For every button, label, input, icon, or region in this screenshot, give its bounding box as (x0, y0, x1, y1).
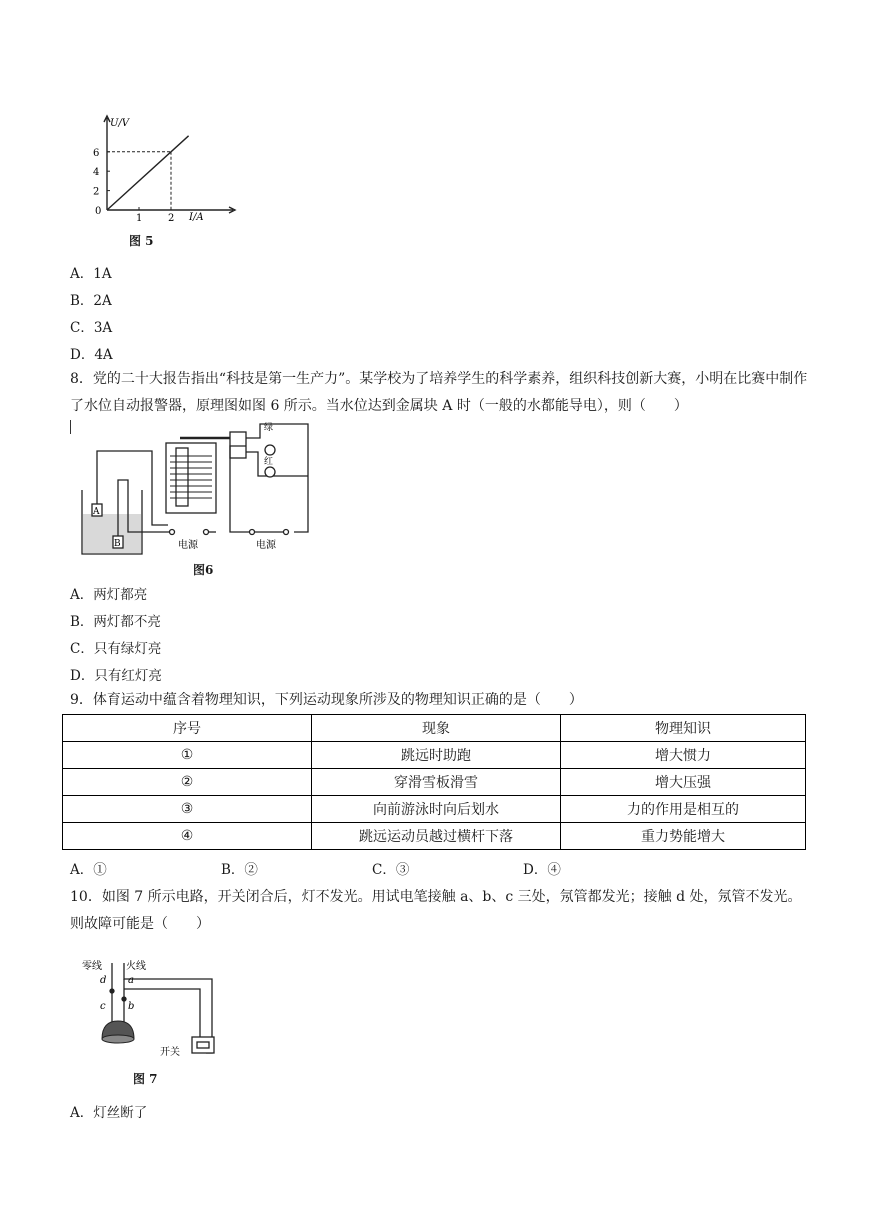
table-cell: ② (63, 769, 312, 796)
green-lamp-wire (246, 424, 308, 488)
power1-terminal-right (204, 530, 209, 535)
red-lamp-label: 红 (264, 457, 274, 467)
label-a: A (93, 507, 100, 517)
water (83, 514, 141, 553)
q7-option-a: A．1A (70, 266, 112, 282)
table-cell: 增大惯力 (561, 742, 806, 769)
power2-label: 电源 (256, 540, 276, 551)
q7-option-b: B．2A (70, 293, 112, 309)
figure-6-caption: 图6 (193, 563, 214, 577)
label-d: d (100, 975, 107, 986)
figure-5-caption: 图 5 (129, 234, 154, 248)
point-c (110, 989, 114, 993)
live-label: 火线 (126, 961, 146, 972)
table-row (63, 742, 806, 769)
contact-block (230, 432, 246, 458)
q8-option-a: A．两灯都亮 (70, 587, 148, 603)
power2-terminal-right (284, 530, 289, 535)
switch-label: 开关 (160, 1047, 180, 1058)
table-header-cell: 序号 (63, 715, 312, 742)
table-header-cell: 物理知识 (561, 715, 806, 742)
wire-a (97, 451, 168, 525)
point-b (122, 997, 126, 1001)
x-tick-label: 2 (168, 213, 175, 224)
table-cell: ① (63, 742, 312, 769)
q9-option-a: A．① (70, 862, 107, 878)
table-cell: 增大压强 (561, 769, 806, 796)
power2-terminal-left (250, 530, 255, 535)
neutral-label: 零线 (82, 961, 102, 972)
y-tick-label: 6 (93, 147, 100, 159)
live-wire-inner (124, 989, 200, 1045)
q10-option-a: A．灯丝断了 (70, 1105, 148, 1121)
table-row (63, 823, 806, 850)
physics-table (62, 714, 806, 850)
power1-terminal-left (170, 530, 175, 535)
table-header-cell: 现象 (312, 715, 561, 742)
power1-label: 电源 (178, 540, 198, 551)
q8-stem: 8．党的二十大报告指出“科技是第一生产力”。某学校为了培养学生的科学素养，组织科技创新大赛，小明在比赛中制作了水位自动报警器，原理图如图 6 所示。当水位达到金属块 A 时（一般的水都能导电），则（ ） (70, 371, 808, 414)
figure-7-circuit (80, 955, 230, 1067)
q10-stem: 10．如图 7 所示电路，开关闭合后，灯不发光。用试电笔接触 a、b、c 三处，氖管都发光；接触 d 处，氖管不发光。则故障可能是（ ） (70, 889, 802, 932)
table-cell: 重力势能增大 (561, 823, 806, 850)
red-lamp (265, 467, 275, 477)
table-row (63, 769, 806, 796)
table-cell: ④ (63, 823, 312, 850)
q9-stem: 9．体育运动中蕴含着物理知识，下列运动现象所涉及的物理知识正确的是（ ） (70, 692, 583, 708)
q9-option-b: B．② (221, 862, 258, 878)
table-cell: 跳远运动员越过横杆下落 (312, 823, 561, 850)
figure-7-caption: 图 7 (133, 1072, 158, 1086)
q8-option-b: B．两灯都不亮 (70, 614, 161, 630)
green-lamp (265, 445, 275, 455)
q9-option-d: D．④ (523, 862, 561, 878)
x-tick-label: 1 (136, 213, 143, 224)
table-cell: ③ (63, 796, 312, 823)
lamp-supply-wire (294, 488, 308, 532)
q7-option-d: D．4A (70, 347, 113, 363)
q7-option-c: C．3A (70, 320, 113, 336)
y-tick-label: 2 (93, 186, 100, 198)
data-line (107, 136, 189, 210)
figure-5-graph (85, 112, 245, 232)
figure-6-circuit (80, 418, 310, 568)
y-tick-label: 4 (93, 167, 100, 179)
table-cell: 力的作用是相互的 (561, 796, 806, 823)
electromagnet-frame (166, 443, 216, 513)
lamp-bulb (102, 1035, 134, 1043)
label-b: b (128, 1001, 135, 1012)
q8-option-c: C．只有绿灯亮 (70, 641, 162, 657)
origin-label: 0 (95, 206, 102, 217)
q8-option-d: D．只有红灯亮 (70, 668, 162, 684)
y-axis-label: U/V (110, 118, 130, 129)
red-lamp-wire (246, 452, 308, 476)
table-cell: 穿滑雪板滑雪 (312, 769, 561, 796)
label-b: B (114, 539, 121, 549)
table-row (63, 796, 806, 823)
table-cell: 跳远时助跑 (312, 742, 561, 769)
table-cell: 向前游泳时向后划水 (312, 796, 561, 823)
label-c: c (100, 1001, 106, 1012)
label-a: a (128, 975, 134, 986)
switch-button (197, 1042, 209, 1048)
q9-option-c: C．③ (372, 862, 410, 878)
x-axis-label: I/A (189, 212, 204, 223)
table-header-row (63, 715, 806, 742)
green-lamp-label: 绿 (264, 423, 274, 433)
text-cursor-mark (70, 420, 71, 434)
